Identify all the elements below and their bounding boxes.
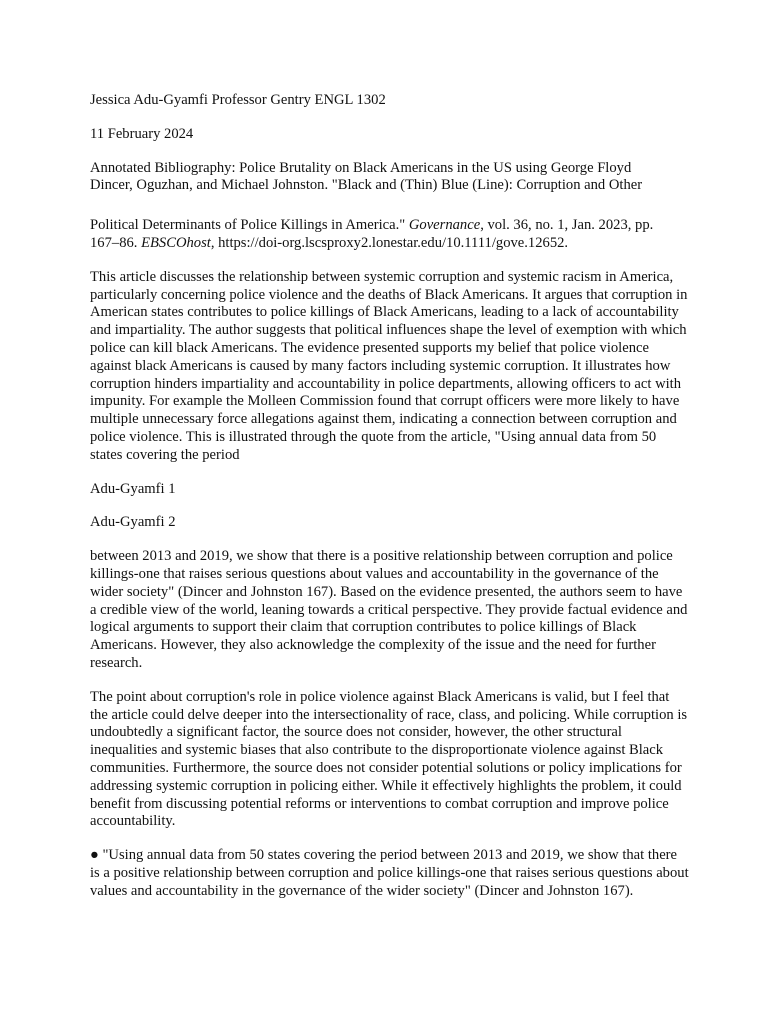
- page-marker-1: Adu-Gyamfi 1: [90, 480, 176, 497]
- critique-paragraph: The point about corruption's role in police violence against Black Americans is valid, but I feel that the article could delve deeper into the intersectionality of race, class, and policing. While corruption is undoubtedly a significant factor, the source does not consider, however, the other structural inequalities and systemic biases that also contribute to the disproportionate violence against Black communities. Furthermore, the source does not consider potential solutions or policy implications for addressing systemic corruption in policing either. While it effectively highlights the problem, it could benefit from discussing potential reforms or interventions to combat corruption and improve police accountability.: [90, 688, 688, 830]
- citation-line-3-start: 167–86.: [90, 234, 142, 251]
- journal-title: Governance: [408, 217, 481, 234]
- citation-line-1: Dincer, Oguzhan, and Michael Johnston. "Black and (Thin) Blue (Line): Corruption and Other: [90, 177, 643, 194]
- citation-line-3: [90, 235, 690, 253]
- page-marker-2: Adu-Gyamfi 2: [90, 514, 176, 531]
- citation-line-2-start: Political Determinants of Police Killings in America.": [90, 217, 409, 234]
- database-name: EBSCOhost: [141, 234, 211, 251]
- evaluation-paragraph: between 2013 and 2019, we show that there is a positive relationship between corruption and police killings-one that raises serious questions about values and accountability in the governance of the wider society" (Dincer and Johnston 167). Based on the evidence presented, the authors seem to have a credible view of the world, leaning towards a critical perspective. They provide factual evidence and logical arguments to support their claim that corruption contributes to police killings of Black Americans. However, they also acknowledge the complexity of the issue and the need for further research.: [90, 548, 688, 671]
- date-line: 11 February 2024: [90, 125, 194, 142]
- citation-doi: , https://doi-org.lscsproxy2.lonestar.edu/10.1111/gove.12652.: [210, 234, 569, 251]
- author-line: Jessica Adu-Gyamfi Professor Gentry ENGL 1302: [90, 92, 386, 108]
- citation-line-2-end: , vol. 36, no. 1, Jan. 2023, pp.: [480, 217, 654, 234]
- citation-line-2: [90, 217, 690, 235]
- bibliography-title: Annotated Bibliography: Police Brutality on Black Americans in the US using George Floyd: [90, 159, 632, 176]
- summary-paragraph: This article discusses the relationship between systemic corruption and systemic racism in America, particularly concerning police violence and the deaths of Black Americans. It argues that corruption in American states contributes to police killings of Black Americans, leading to a lack of accountability and impartiality. The author suggests that political influences shape the level of exemption with which police can kill black Americans. The evidence presented supports my belief that police violence against black Americans is caused by many factors including systemic corruption. It illustrates how corruption hinders impartiality and accountability in police departments, allowing officers to act with impunity. For example the Molleen Commission found that corrupt officers were more likely to have multiple unnecessary force allegations against them, indicating a connection between corruption and police violence. This is illustrated through the quote from the article, "Using annual data from 50 states covering the period: [90, 268, 688, 463]
- document-page: [90, 92, 690, 900]
- quote-bullet: ● "Using annual data from 50 states covering the period between 2013 and 2019, we show that there is a positive relationship between corruption and police killings-one that raises serious questions about values and accountability in the governance of the wider society" (Dincer and Johnston 167).: [90, 847, 689, 899]
